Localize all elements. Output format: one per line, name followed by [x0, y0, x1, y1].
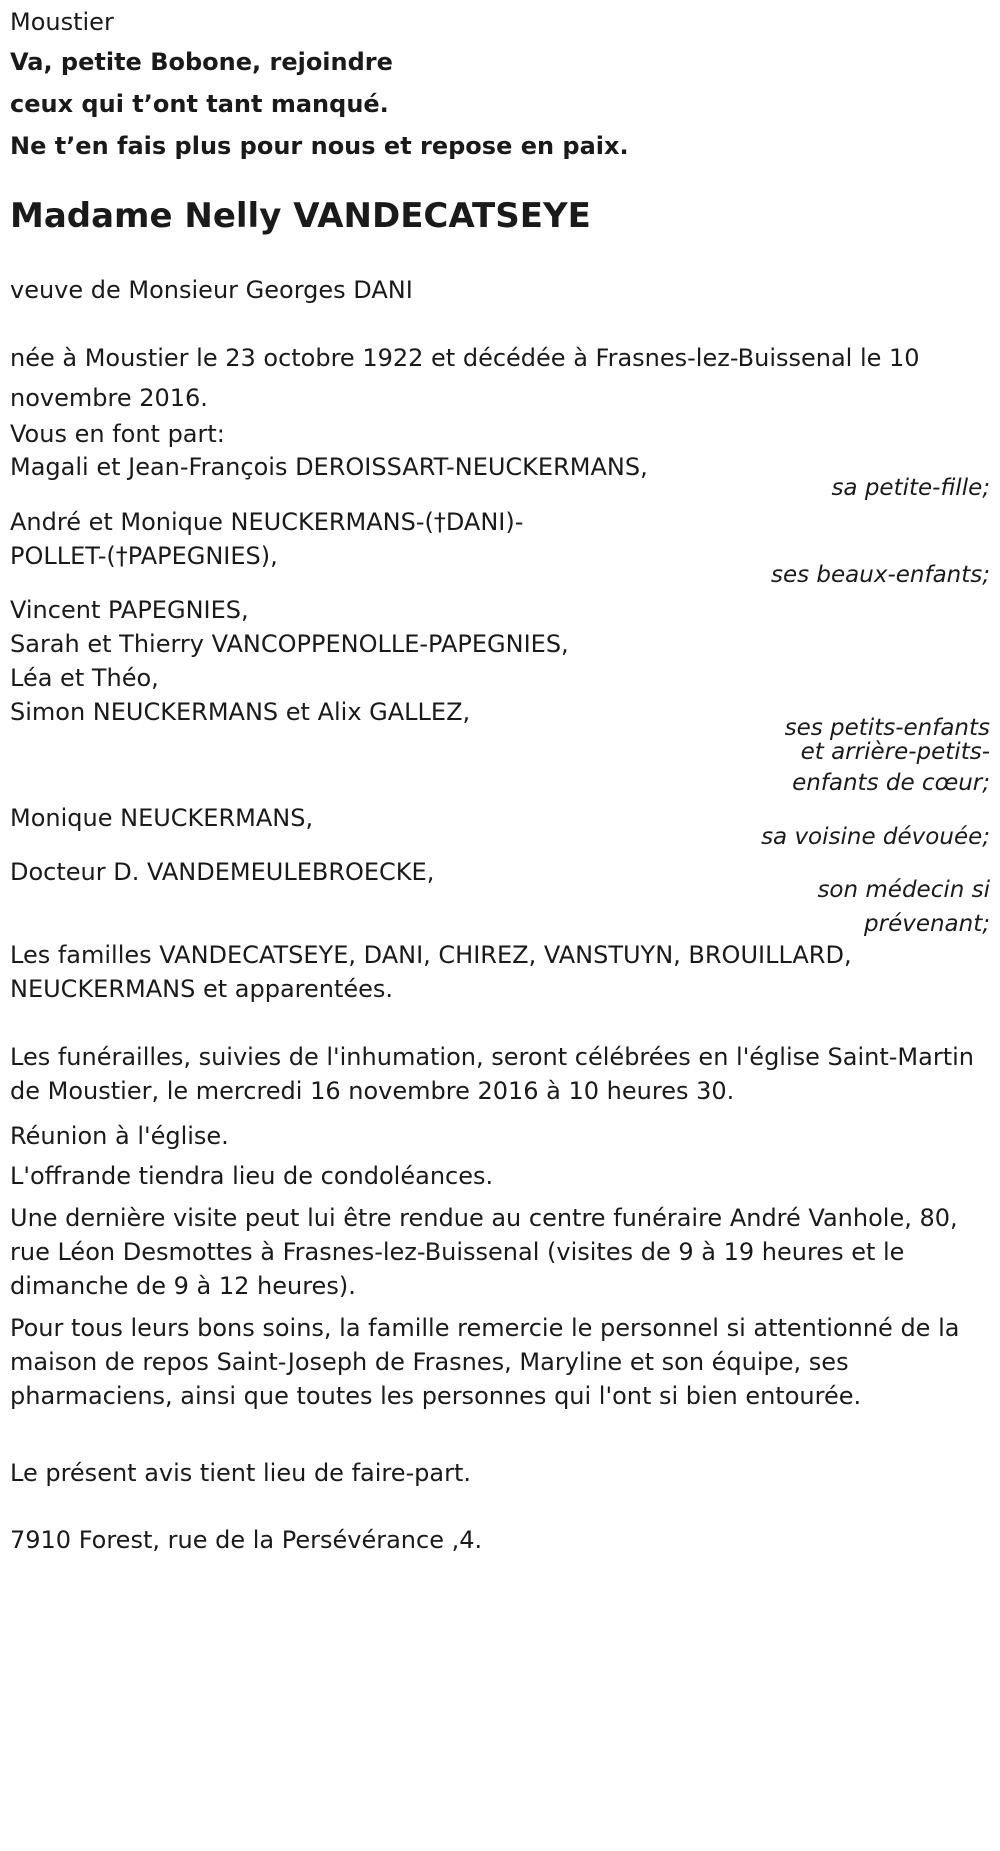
family-member: André et Monique NEUCKERMANS-(†DANI)- [10, 508, 524, 536]
family-member: Magali et Jean-François DEROISSART-NEUCKERMANS, [10, 453, 648, 481]
family-group-1 [10, 447, 648, 487]
relation-label [785, 716, 990, 764]
poem-line: Ne t’en fais plus pour nous et repose en paix. [10, 132, 629, 160]
family-member: Sarah et Thierry VANCOPPENOLLE-PAPEGNIES, [10, 630, 569, 658]
relation-line: ses petits-enfants [784, 715, 990, 741]
address-text: 7910 Forest, rue de la Persévérance ,4. [10, 1526, 483, 1554]
thanks-text: Pour tous leurs bons soins, la famille remercie le personnel si attentionné de la maison de repos Saint-Joseph de Frasnes, Maryline et son équipe, ses pharmaciens, ainsi que toutes les personnes qui l'ont si bien entourée. [10, 1314, 960, 1410]
widow-of: veuve de Monsieur Georges DANI [10, 276, 413, 304]
relation-label: sa petite-fille; [831, 475, 990, 501]
birth-death-text: née à Moustier le 23 octobre 1922 et décédée à Frasnes-lez-Buissenal le 10 novembre 2016. [10, 344, 920, 412]
relation-label: ses beaux-enfants; [770, 562, 990, 588]
family-member: Simon NEUCKERMANS et Alix GALLEZ, [10, 698, 471, 726]
families-text: Les familles VANDECATSEYE, DANI, CHIREZ, VANSTUYN, BROUILLARD, NEUCKERMANS et apparentées. [10, 941, 852, 1003]
family-group-3 [10, 590, 569, 732]
visit-text: Une dernière visite peut lui être rendue au centre funéraire André Vanhole, 80, rue Léon Desmottes à Frasnes-lez-Buissenal (visites de 9 à 19 heures et le dimanche de 9 à 12 heures). [10, 1204, 958, 1300]
family-group-2 [10, 502, 523, 576]
family-member: Monique NEUCKERMANS, [10, 804, 314, 832]
funeral-text: Les funérailles, suivies de l'inhumation, seront célébrées en l'église Saint-Martin de Moustier, le mercredi 16 novembre 2016 à 10 heures 30. [10, 1043, 974, 1105]
poem [10, 37, 629, 171]
family-member: Docteur D. VANDEMEULEBROECKE, [10, 858, 435, 886]
family-member: POLLET-(†PAPEGNIES), [10, 542, 278, 570]
offering-text: L'offrande tiendra lieu de condoléances. [10, 1162, 494, 1190]
family-member: Vincent PAPEGNIES, [10, 596, 249, 624]
place-heading: Moustier [10, 8, 114, 36]
relation-line: et arrière-petits- [800, 739, 990, 765]
family-intro: Vous en font part: [10, 420, 225, 448]
family-group-5 [10, 852, 434, 892]
family-group-4 [10, 798, 313, 838]
poem-line: ceux qui t’ont tant manqué. [10, 90, 389, 118]
deceased-name: Madame Nelly VANDECATSEYE [10, 196, 591, 236]
poem-line: Va, petite Bobone, rejoindre [10, 48, 393, 76]
relation-label: sa voisine dévouée; [761, 824, 990, 850]
family-member: Léa et Théo, [10, 664, 159, 692]
notice-text: Le présent avis tient lieu de faire-part. [10, 1459, 472, 1487]
relation-label: prévenant; [864, 911, 990, 937]
relation-label: son médecin si [817, 877, 990, 903]
meeting-text: Réunion à l'église. [10, 1122, 229, 1150]
relation-label: enfants de cœur; [792, 770, 990, 796]
